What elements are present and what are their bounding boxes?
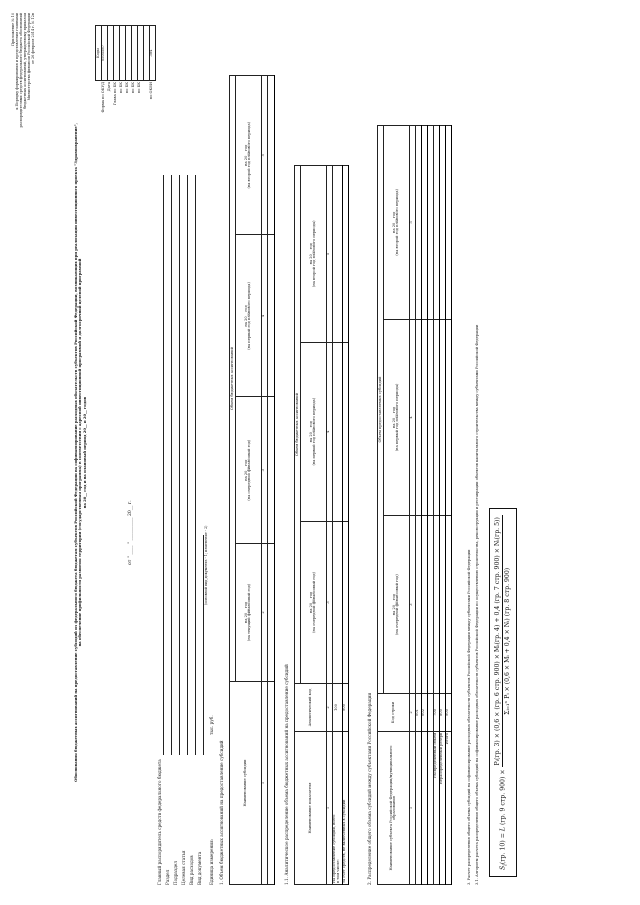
column-year-sub: (на первый год планового периода): [395, 383, 400, 452]
codes-label: Форма по ОКУД: [101, 82, 106, 113]
codes-label: по БК: [125, 82, 130, 94]
formula-l: L: [499, 827, 507, 832]
column-header: [300, 521, 326, 683]
column-year: на 20__ год: [308, 591, 313, 614]
column-group-header: Объем бюджетных ассигнований: [295, 166, 301, 684]
column-header: [235, 397, 261, 543]
title-line: на обеспечение профильности развития территории (государственная программа) в соответствии с адресной инвестиционной программой и долгосрочной целевой программой: [78, 258, 83, 647]
appendix-note: [12, 13, 35, 163]
column-year: на 20__ год: [243, 305, 248, 327]
row-label: Итого: [445, 732, 451, 885]
column-year: на 20__ год: [243, 459, 248, 481]
field-underline: [171, 175, 172, 755]
column-number: 3: [261, 397, 267, 543]
column-year: на 20__ год: [391, 406, 396, 429]
column-year-sub: (на второй год планового периода): [247, 121, 252, 189]
row-code: 800: [439, 694, 445, 732]
codes-label: по БК: [137, 82, 142, 94]
section-1-1-title: 1.1. Аналитическое распределение объема бюджетных ассигнований на предоставление субсидий: [284, 664, 289, 885]
column-header: Наименование показателя: [295, 732, 327, 885]
field-underline: [187, 175, 188, 755]
column-number: 1: [326, 732, 332, 885]
column-header: Код строки: [378, 694, 410, 732]
row-label: в том числе:: [336, 859, 341, 883]
row-code: 100: [332, 684, 342, 732]
column-header: [383, 126, 409, 320]
appendix-note-line: Приложение № 10: [11, 13, 15, 46]
table-cell: [332, 166, 342, 343]
column-year-sub: (на второй год планового периода): [395, 189, 400, 256]
codes-header: Коды: [96, 26, 102, 81]
column-header: Наименование субъекта Российской Федерации/муниципального образования: [378, 732, 410, 885]
formula-denominator: Σᵢ₌₁ⁿ Pᵢ × (0,6 × Mᵢ + 0,4 × Nᵢ) (гр. 8 стр. 900): [504, 567, 512, 715]
column-year-sub: (на текущий финансовый год): [247, 583, 252, 642]
section-1-table: [229, 75, 275, 885]
field-label: Вид документа: [197, 851, 202, 885]
field-underline: [179, 175, 180, 755]
page-title: [74, 80, 87, 825]
column-group-header: Объем бюджетных ассигнований: [230, 76, 236, 682]
formula-lhs: S: [499, 865, 507, 870]
codes-label: Глава по БК: [113, 82, 118, 106]
field-label: Целевая статья: [181, 850, 186, 885]
distribution-formula: [489, 508, 517, 877]
field-label: Подраздел: [173, 861, 178, 885]
column-number: 5: [326, 166, 332, 343]
column-year: на 20__ год: [308, 243, 313, 265]
column-header: Аналитический код: [295, 684, 327, 732]
column-year-sub: (на второй год планового периода): [312, 220, 317, 288]
row-code: 900: [342, 684, 348, 732]
column-number: 2: [409, 694, 415, 732]
column-year: на 20__ год: [243, 144, 248, 166]
column-header: [300, 342, 326, 521]
table-cell: [267, 76, 274, 236]
table-cell: [332, 521, 342, 683]
column-number: 5: [261, 76, 267, 236]
column-year-sub: (на очередной финансовый год): [247, 439, 252, 501]
formula-lhs-sub: i: [502, 864, 509, 866]
title-line: Обоснования бюджетных ассигнований на предоставление субсидий из федерального бюджета бюджетам субъектов Российской Федерации на софинансирование расходных обязательств субъектов Российской Федерации, возникающих при реализации инвестиционного проекта "Здравоохранение",: [74, 123, 78, 782]
row-label: за счет средств, не включенных в субсидии: [342, 732, 348, 885]
section-2-title: 2. Распределение общего объема субсидий между субъектами Российской Федерации: [367, 692, 372, 885]
column-year: на 20__ год: [391, 593, 396, 616]
table-cell: [267, 543, 274, 681]
appendix-note-line: бюджетных ассигнований, утвержденному приказом: [22, 13, 27, 109]
table-cell: [342, 166, 348, 343]
column-number: 4: [326, 342, 332, 521]
doc-kind-note: (основной вид документа - 1; изменение - 2): [204, 525, 208, 605]
table-row-label: [332, 732, 342, 885]
row-code: 001: [415, 694, 421, 732]
column-number: 4: [409, 319, 415, 516]
row-label: На предоставление субсидий, всего: [332, 814, 337, 883]
appendix-note-line: распорядителями средств федерального бюджета обоснований: [18, 13, 23, 128]
section-1-1-table: [294, 165, 349, 885]
section-3-title: 3. Расчет распределения общего объема субсидий на софинансирование расходных обязательств субъектов Российской Федерации между субъектами Российской Федерации: [467, 549, 471, 885]
table-cell: [267, 397, 274, 543]
section-1-title: 1. Объем бюджетных ассигнований на предоставление субсидий: [219, 740, 224, 885]
table-cell: [342, 521, 348, 683]
units-value: тыс. руб.: [209, 715, 214, 735]
codes-value: 384: [149, 26, 155, 81]
column-header: Наименование субсидии: [230, 682, 262, 885]
column-header: [235, 76, 261, 236]
column-number: 5: [409, 126, 415, 320]
table-cell: [267, 235, 274, 397]
column-number: 1: [409, 732, 415, 885]
title-line: на 20__ год и на плановый период 20__ и 20__ годов: [82, 396, 87, 509]
formula-lhs-arg: (гр. 10) =: [499, 831, 507, 865]
row-label: Распределенный объем: [433, 732, 439, 885]
field-label: Вид расходов: [189, 855, 194, 885]
column-group-header: Объем предоставляемых субсидий: [378, 126, 384, 694]
formula-numerator: Pᵢ(гр. 3) × (0,6 × (гр. 6 стр. 900) × Mᵢ(гр. 4) + 0,4 (гр. 7 стр. 900) × Nᵢ(гр. 5)): [493, 515, 503, 767]
column-number: 2: [326, 684, 332, 732]
section-3-1-title: 3.1. Алгоритм расчета распределения общего объема субсидий на софинансирование расходных обязательств субъектов Российской Федерации по осуществлению строительства, реконструкции и реставрации объектов капитального строительства между субъектами Российской Федерации: [475, 324, 479, 885]
units-label: Единица измерения:: [209, 838, 214, 885]
appendix-note-line: от 26 февраля 2014 г. № 12н: [30, 13, 35, 65]
column-year-sub: (на первый год планового периода): [312, 397, 317, 466]
column-number: 3: [409, 516, 415, 694]
field-label: Раздел: [165, 869, 170, 885]
table-cell: [267, 682, 274, 885]
table-cell: [445, 126, 451, 320]
formula-l-arg: (гр. 9 стр. 900) ×: [499, 767, 507, 828]
column-header: [235, 235, 261, 397]
section-2-table: [377, 125, 452, 885]
column-year-sub: (на первый год планового периода): [247, 282, 252, 350]
formula-fraction: [493, 515, 513, 767]
table-cell: [342, 342, 348, 521]
column-year: на 20__ год: [391, 211, 396, 233]
column-header: [235, 543, 261, 681]
column-year-sub: (на очередной финансовый год): [395, 574, 400, 636]
row-code: 002: [421, 694, 427, 732]
row-label: Нераспределенный резерв: [439, 732, 445, 885]
codes-value: 0505587: [101, 26, 107, 81]
codes-label: по БК: [131, 82, 136, 94]
column-header: [300, 166, 326, 343]
field-label: Главный распорядитель средств федерального бюджета: [157, 759, 162, 885]
column-header: [383, 516, 409, 694]
column-year: на 20__ год: [308, 421, 313, 443]
column-number: 4: [261, 235, 267, 397]
table-cell: [445, 319, 451, 516]
column-number: 2: [261, 543, 267, 681]
column-header: [383, 319, 409, 516]
table-cell: [445, 516, 451, 694]
appendix-note-line: к Порядку формирования и представления главными: [14, 13, 19, 110]
row-code: 900: [445, 694, 451, 732]
column-year-sub: (на очередной финансовый год): [312, 571, 317, 633]
field-underline: [163, 175, 164, 755]
appendix-note-line: Министерства финансов Российской Федерации: [26, 13, 31, 101]
codes-label: Дата: [107, 82, 112, 92]
column-number: 3: [326, 521, 332, 683]
document-date: от " ____ " __________ 20__ г.: [128, 500, 133, 565]
field-underline: [195, 175, 196, 755]
column-number: 1: [261, 682, 267, 885]
row-code: 700: [433, 694, 439, 732]
codes-table: [95, 25, 156, 161]
table-cell: [332, 342, 342, 521]
codes-label: по ОКЕИ: [149, 82, 154, 100]
codes-label: по БК: [119, 82, 124, 94]
column-year: на 20__ год: [243, 601, 248, 624]
